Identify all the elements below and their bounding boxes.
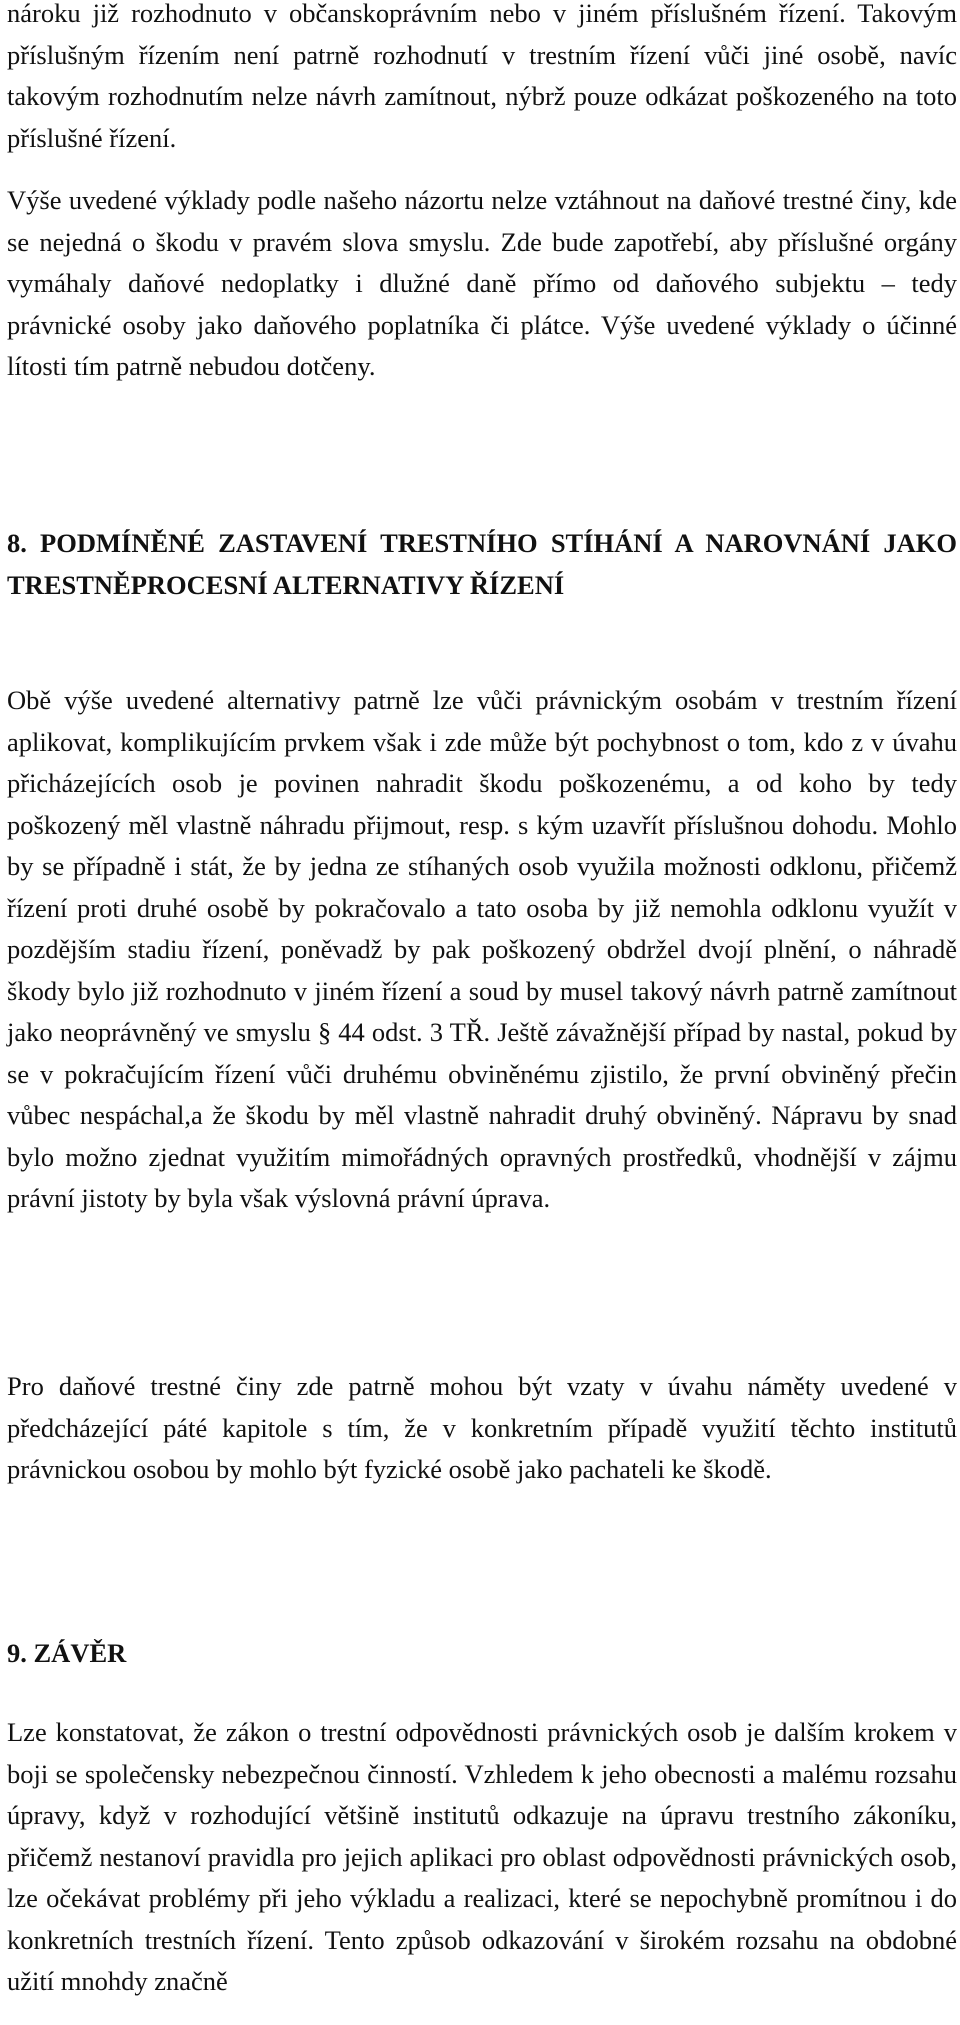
paragraph-conclusion: Lze konstatovat, že zákon o trestní odpovědnosti právnických osob je dalším krokem v boji se společensky nebezpečnou činností. Vzhledem k jeho obecnosti a malému rozsahu úpravy, když v rozhodující většině institutů odkazuje na úpravu trestního zákoníku, přičemž nestanoví pravidla pro jejich aplikaci pro oblast odpovědnosti právnických osob, lze očekávat problémy při jeho výkladu a realizaci, které se nepochybně promítnou i do konkretních trestních řízení. Tento způsob odkazování v širokém rozsahu na obdobné užití mnohdy značně [7, 1717, 957, 1996]
paragraph-tax-offences-alternatives: Pro daňové trestné činy zde patrně mohou být vzaty v úvahu náměty uvedené v předcházející páté kapitole s tím, že v konkretním případě využití těchto institutů právnickou osobou by mohlo být fyzické osobě jako pachateli ke škodě. [7, 1371, 957, 1484]
section-9-heading: 9. ZÁVĚR [7, 1638, 127, 1668]
section-8-heading: 8. PODMÍNĚNÉ ZASTAVENÍ TRESTNÍHO STÍHÁNÍ A NAROVNÁNÍ JAKO TRESTNĚPROCESNÍ ALTERNATIVY ŘÍZENÍ [7, 528, 957, 600]
intro-paragraph: nároku již rozhodnuto v občanskoprávním nebo v jiném příslušném řízení. Takovým příslušným řízením není patrně rozhodnutí v trestním řízení vůči jiné osobě, navíc takovým rozhodnutím nelze návrh zamítnout, nýbrž pouze odkázat poškozeného na toto příslušné řízení. [7, 0, 957, 153]
paragraph-alternatives: Obě výše uvedené alternativy patrně lze vůči právnickým osobám v trestním řízení aplikovat, komplikujícím prvkem však i zde může být pochybnost o tom, kdo z v úvahu přicházejících osob je povinen nahradit škodu poškozenému, a od koho by tedy poškozený měl vlastně náhradu přijmout, resp. s kým uzavřít příslušnou dohodu. Mohlo by se případně i stát, že by jedna ze stíhaných osob využila možnosti odklonu, přičemž řízení proti druhé osobě by pokračovalo a tato osoba by již nemohla odklonu využít v pozdějším stadiu řízení, poněvadž by pak poškozený obdržel dvojí plnění, o náhradě škody bylo již rozhodnuto v jiném řízení a soud by musel takový návrh patrně zamítnout jako neoprávněný ve smyslu § 44 odst. 3 TŘ. Ještě závažnější případ by nastal, pokud by se v pokračujícím řízení vůči druhému obviněnému zjistilo, že první obviněný přečin vůbec nespáchal,a že škodu by měl vlastně nahradit druhý obviněný. Nápravu by snad bylo možno zjednat využitím mimořádných opravných prostředků, vhodnější v zájmu právní jistoty by byla však výslovná právní úprava. [7, 685, 957, 1213]
paragraph-tax-offences: Výše uvedené výklady podle našeho názortu nelze vztáhnout na daňové trestné činy, kde se nejedná o škodu v pravém slova smyslu. Zde bude zapotřebí, aby příslušné orgány vymáhaly daňové nedoplatky i dlužné daně přímo od daňového subjektu – tedy právnické osoby jako daňového poplatníka či plátce. Výše uvedené výklady o účinné lítosti tím patrně nebudou dotčeny. [7, 185, 957, 381]
